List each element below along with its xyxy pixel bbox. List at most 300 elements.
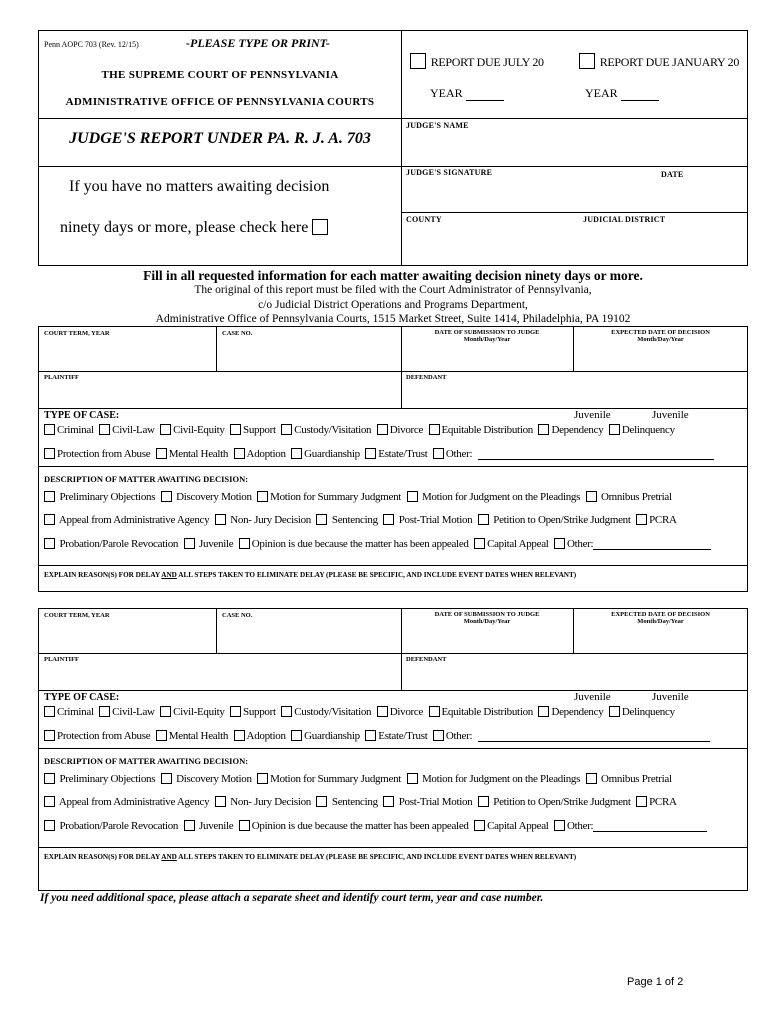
option-label: Guardianship <box>304 448 360 460</box>
checkbox[interactable] <box>156 448 167 459</box>
case1-type-civil-law[interactable] <box>99 424 155 436</box>
checkbox[interactable] <box>44 424 55 435</box>
option-label: Criminal <box>57 706 94 718</box>
option-label: Appeal from Administrative Agency <box>58 514 210 526</box>
checkbox[interactable] <box>609 424 620 435</box>
no-matters-checkbox[interactable] <box>312 219 328 235</box>
case1-explain-field[interactable] <box>44 583 742 589</box>
option-label: Post-Trial Motion <box>398 796 473 808</box>
checkbox[interactable] <box>230 706 241 717</box>
case2-expected-date-format: Month/Day/Year <box>637 618 684 625</box>
case1-explain-and: AND <box>161 571 177 579</box>
case2-court-term-label: COURT TERM, YEAR <box>44 612 110 619</box>
option-label: Dependency <box>551 706 604 718</box>
case1-type-other-field[interactable] <box>478 448 714 460</box>
case1-defendant-field[interactable] <box>406 386 742 404</box>
case2-type-civil-equity[interactable] <box>160 706 224 718</box>
case2-case-types-row1 <box>44 706 678 718</box>
checkbox[interactable] <box>281 424 292 435</box>
header-right-divider-2 <box>401 166 748 167</box>
report-january-option <box>579 53 739 70</box>
option-label: Estate/Trust <box>378 730 428 742</box>
case2-desc-sentencing[interactable] <box>316 796 377 808</box>
option-label: Mental Health <box>168 730 229 742</box>
case1-desc-preliminary-objections[interactable] <box>44 491 155 503</box>
no-matters-line2 <box>60 219 330 237</box>
checkbox[interactable] <box>184 538 195 549</box>
case2-desc-discovery-motion[interactable] <box>161 773 252 785</box>
header-right-divider-3 <box>401 212 748 213</box>
checkbox[interactable] <box>44 538 55 549</box>
judges-signature-label: JUDGE'S SIGNATURE <box>406 168 493 177</box>
option-label: Protection from Abuse <box>57 730 151 742</box>
case2-explain-and: AND <box>161 853 177 861</box>
year-january <box>585 86 659 101</box>
case1-court-term-field[interactable] <box>44 345 210 367</box>
case2-desc-juvenile[interactable] <box>184 820 234 832</box>
case2-desc-omnibus-pretrial[interactable] <box>586 773 672 785</box>
checkbox[interactable] <box>160 706 171 717</box>
case2-type-equitable-distribution[interactable] <box>429 706 533 718</box>
no-matters-line2-text: ninety days or more, please check here <box>60 219 309 236</box>
case1-desc-row1 <box>44 491 675 503</box>
option-label: Custody/Visitation <box>294 424 372 436</box>
date-field[interactable] <box>661 183 741 207</box>
case2-type-protection-from-abuse[interactable] <box>44 730 150 742</box>
option-label: Estate/Trust <box>378 448 428 460</box>
instructions-line1: The original of this report must be filed with the Court Administrator of Pennsylvania, <box>194 284 592 296</box>
case2-desc-preliminary-objections[interactable] <box>44 773 155 785</box>
case2-explain-pre: EXPLAIN REASON(S) FOR DELAY <box>44 853 162 861</box>
case2-desc-non-jury-decision[interactable] <box>215 796 311 808</box>
case2-desc-summary-judgment[interactable] <box>257 773 401 785</box>
checkbox[interactable] <box>474 538 485 549</box>
option-label: Capital Appeal <box>487 820 549 832</box>
header-right-divider-1 <box>401 118 748 119</box>
case2-desc-capital-appeal[interactable] <box>474 820 548 832</box>
option-label: Delinquency <box>621 706 675 718</box>
case1-desc-omnibus-pretrial[interactable] <box>586 491 672 503</box>
instructions-line2: c/o Judicial District Operations and Programs Department, <box>258 299 528 311</box>
year-july-label: YEAR <box>430 86 463 100</box>
case1-case-types-row1 <box>44 424 678 436</box>
option-label: Post-Trial Motion <box>398 514 473 526</box>
option-label: Preliminary Objections <box>59 491 156 503</box>
case1-type-dependency[interactable] <box>538 424 603 436</box>
checkbox[interactable] <box>44 730 55 741</box>
case2-type-estate-trust[interactable] <box>365 730 427 742</box>
case2-vline-1 <box>216 608 217 653</box>
option-label: Discovery Motion <box>176 773 252 785</box>
case2-plaintiff-field[interactable] <box>44 668 396 686</box>
checkbox[interactable] <box>184 820 195 831</box>
case1-plaintiff-field[interactable] <box>44 386 396 404</box>
case2-defendant-field[interactable] <box>406 668 742 686</box>
case1-desc-judgment-pleadings[interactable] <box>407 491 581 503</box>
case1-desc-non-jury-decision[interactable] <box>215 514 311 526</box>
case2-explain-field[interactable] <box>44 866 742 886</box>
report-july-option <box>410 53 544 70</box>
case1-date-submission-label <box>401 329 573 343</box>
case1-divider-d <box>38 565 748 566</box>
case2-type-civil-law[interactable] <box>99 706 155 718</box>
case1-type-guardianship[interactable] <box>291 448 360 460</box>
case2-type-dependency[interactable] <box>538 706 603 718</box>
option-label: Equitable Distribution <box>441 706 533 718</box>
option-label: Opinion is due because the matter has been appealed <box>251 538 469 550</box>
case2-desc-probation-revocation[interactable] <box>44 820 178 832</box>
case2-desc-row2 <box>44 796 680 808</box>
checkbox[interactable] <box>433 448 444 459</box>
case1-type-estate-trust[interactable] <box>365 448 427 460</box>
checkbox[interactable] <box>365 448 376 459</box>
case2-desc-row1 <box>44 773 675 785</box>
case2-juvenile-label-1: Juvenile <box>574 691 611 703</box>
case2-case-types-row2 <box>44 730 710 742</box>
case2-desc-opinion-due[interactable] <box>239 820 469 832</box>
case1-desc-post-trial-motion[interactable] <box>383 514 472 526</box>
case1-type-equitable-distribution[interactable] <box>429 424 533 436</box>
checkbox[interactable] <box>230 424 241 435</box>
option-label: Criminal <box>57 424 94 436</box>
checkbox[interactable] <box>257 773 268 784</box>
case1-desc-other-field[interactable] <box>593 538 711 550</box>
case2-divider-d <box>38 847 748 848</box>
report-july-checkbox[interactable] <box>410 53 426 69</box>
option-label: Other: <box>567 538 594 550</box>
no-matters-line1: If you have no matters awaiting decision <box>69 178 330 195</box>
case1-explain-pre: EXPLAIN REASON(S) FOR DELAY <box>44 571 162 579</box>
case2-court-term-field[interactable] <box>44 627 210 649</box>
case1-type-criminal[interactable] <box>44 424 94 436</box>
case1-description-label: DESCRIPTION OF MATTER AWAITING DECISION: <box>44 474 249 484</box>
checkbox[interactable] <box>291 448 302 459</box>
checkbox[interactable] <box>257 491 268 502</box>
case2-expected-date-text: EXPECTED DATE OF DECISION <box>611 611 710 618</box>
option-label: PCRA <box>649 796 677 808</box>
case1-type-civil-equity[interactable] <box>160 424 224 436</box>
checkbox[interactable] <box>99 424 110 435</box>
report-january-label: REPORT DUE JANUARY 20 <box>599 55 740 69</box>
option-label: Adoption <box>246 448 286 460</box>
case1-juvenile-label-2: Juvenile <box>652 409 689 421</box>
case1-divider-a <box>38 371 748 372</box>
case2-desc-other[interactable] <box>554 820 593 832</box>
option-label: Non- Jury Decision <box>230 796 311 808</box>
case1-desc-summary-judgment[interactable] <box>257 491 401 503</box>
option-label: Divorce <box>389 706 424 718</box>
checkbox[interactable] <box>609 706 620 717</box>
checkbox[interactable] <box>474 820 485 831</box>
case1-desc-discovery-motion[interactable] <box>161 491 252 503</box>
case2-expected-date-label <box>573 611 748 625</box>
option-label: Guardianship <box>304 730 360 742</box>
checkbox[interactable] <box>407 491 418 502</box>
case2-date-submission-label <box>401 611 573 625</box>
judges-name-label: JUDGE'S NAME <box>406 121 469 130</box>
option-label: Juvenile <box>199 820 234 832</box>
year-january-field[interactable] <box>621 88 659 101</box>
checkbox[interactable] <box>538 424 549 435</box>
case1-explain-label <box>44 571 576 579</box>
case2-desc-pcra[interactable] <box>636 796 677 808</box>
case2-description-label: DESCRIPTION OF MATTER AWAITING DECISION: <box>44 756 249 766</box>
case2-type-other[interactable] <box>433 730 472 742</box>
option-label: Civil-Equity <box>173 424 225 436</box>
checkbox[interactable] <box>636 514 647 525</box>
option-label: Juvenile <box>199 538 234 550</box>
option-label: Motion for Judgment on the Pleadings <box>421 491 581 503</box>
case2-date-submission-field[interactable] <box>406 632 568 650</box>
case2-desc-appeal-admin-agency[interactable] <box>44 796 209 808</box>
case2-desc-petition-open-strike[interactable] <box>478 796 631 808</box>
case1-desc-opinion-due[interactable] <box>239 538 469 550</box>
checkbox[interactable] <box>281 706 292 717</box>
case2-desc-post-trial-motion[interactable] <box>383 796 472 808</box>
checkbox[interactable] <box>383 514 394 525</box>
checkbox[interactable] <box>156 730 167 741</box>
option-label: Probation/Parole Revocation <box>59 538 179 550</box>
option-label: Discovery Motion <box>176 491 252 503</box>
case2-expected-date-field[interactable] <box>578 632 743 650</box>
checkbox[interactable] <box>554 538 565 549</box>
option-label: Capital Appeal <box>487 538 549 550</box>
checkbox[interactable] <box>554 820 565 831</box>
checkbox[interactable] <box>316 514 327 525</box>
page-number: Page 1 of 2 <box>627 976 684 988</box>
case1-plaintiff-label: PLAINTIFF <box>44 374 80 381</box>
option-label: Preliminary Objections <box>59 773 156 785</box>
checkbox[interactable] <box>433 730 444 741</box>
case1-expected-date-label <box>573 329 748 343</box>
option-label: Protection from Abuse <box>57 448 151 460</box>
case1-type-divorce[interactable] <box>377 424 423 436</box>
option-label: Other: <box>445 448 473 460</box>
case2-type-support[interactable] <box>230 706 276 718</box>
additional-space-note: If you need additional space, please attach a separate sheet and identify court term, year and case number. <box>40 892 544 904</box>
checkbox[interactable] <box>44 491 55 502</box>
checkbox[interactable] <box>586 491 597 502</box>
option-label: Other: <box>567 820 594 832</box>
case1-explain-post: ALL STEPS TAKEN TO ELIMINATE DELAY (PLEASE BE SPECIFIC, AND INCLUDE EVENT DATES WHEN RELEVANT) <box>176 571 577 579</box>
case2-type-delinquency[interactable] <box>609 706 675 718</box>
case1-desc-capital-appeal[interactable] <box>474 538 548 550</box>
option-label: Omnibus Pretrial <box>601 773 672 785</box>
case1-desc-row3 <box>44 538 711 550</box>
checkbox[interactable] <box>161 491 172 502</box>
case1-case-no-field[interactable] <box>222 345 396 367</box>
case1-desc-appeal-admin-agency[interactable] <box>44 514 209 526</box>
case2-type-guardianship[interactable] <box>291 730 360 742</box>
option-label: Custody/Visitation <box>294 706 372 718</box>
case2-case-no-field[interactable] <box>222 627 396 649</box>
option-label: Motion for Summary Judgment <box>270 491 402 503</box>
case1-desc-sentencing[interactable] <box>316 514 377 526</box>
checkbox[interactable] <box>99 706 110 717</box>
checkbox[interactable] <box>478 514 489 525</box>
checkbox[interactable] <box>429 424 440 435</box>
case1-type-mental-health[interactable] <box>156 448 228 460</box>
case2-date-submission-text: DATE OF SUBMISSION TO JUDGE <box>434 611 540 618</box>
case1-type-custody[interactable] <box>281 424 371 436</box>
checkbox[interactable] <box>234 448 245 459</box>
case1-desc-row2 <box>44 514 680 526</box>
checkbox[interactable] <box>377 706 388 717</box>
checkbox[interactable] <box>383 796 394 807</box>
case1-type-of-case-label: TYPE OF CASE: <box>44 410 120 421</box>
checkbox[interactable] <box>44 796 55 807</box>
case1-court-term-label: COURT TERM, YEAR <box>44 330 110 337</box>
checkbox[interactable] <box>239 820 250 831</box>
case1-type-other[interactable] <box>433 448 472 460</box>
option-label: Motion for Summary Judgment <box>270 773 402 785</box>
checkbox[interactable] <box>377 424 388 435</box>
checkbox[interactable] <box>586 773 597 784</box>
case1-expected-date-field[interactable] <box>578 350 743 368</box>
case1-desc-probation-revocation[interactable] <box>44 538 178 550</box>
case1-case-no-label: CASE NO. <box>222 330 253 337</box>
option-label: PCRA <box>649 514 677 526</box>
judicial-district-field[interactable] <box>583 230 741 258</box>
case1-expected-date-text: EXPECTED DATE OF DECISION <box>611 329 710 336</box>
case2-plaintiff-label: PLAINTIFF <box>44 656 80 663</box>
checkbox[interactable] <box>161 773 172 784</box>
court-name: THE SUPREME COURT OF PENNSYLVANIA <box>101 69 339 81</box>
case1-date-submission-text: DATE OF SUBMISSION TO JUDGE <box>434 329 540 336</box>
case2-case-no-label: CASE NO. <box>222 612 253 619</box>
checkbox[interactable] <box>44 706 55 717</box>
case2-divider-b <box>38 690 748 691</box>
option-label: Sentencing <box>331 796 378 808</box>
case2-desc-row3 <box>44 820 707 832</box>
year-july-field[interactable] <box>466 88 504 101</box>
option-label: Other: <box>445 730 473 742</box>
case1-desc-petition-open-strike[interactable] <box>478 514 631 526</box>
case2-defendant-label: DEFENDANT <box>406 656 447 663</box>
checkbox[interactable] <box>407 773 418 784</box>
checkbox[interactable] <box>215 796 226 807</box>
option-label: Support <box>243 424 276 436</box>
case2-type-adoption[interactable] <box>234 730 286 742</box>
option-label: Petition to Open/Strike Judgment <box>493 796 631 808</box>
case1-type-adoption[interactable] <box>234 448 286 460</box>
case1-desc-other[interactable] <box>554 538 593 550</box>
report-july-label: REPORT DUE JULY 20 <box>430 55 544 69</box>
office-name: ADMINISTRATIVE OFFICE OF PENNSYLVANIA COURTS <box>65 96 375 108</box>
option-label: Mental Health <box>168 448 229 460</box>
year-july <box>430 86 504 101</box>
option-label: Equitable Distribution <box>441 424 533 436</box>
option-label: Civil-Law <box>112 424 155 436</box>
option-label: Opinion is due because the matter has been appealed <box>251 820 469 832</box>
checkbox[interactable] <box>44 773 55 784</box>
type-or-print-instruction: -PLEASE TYPE OR PRINT- <box>186 36 330 50</box>
case1-juvenile-label-1: Juvenile <box>574 409 611 421</box>
checkbox[interactable] <box>365 730 376 741</box>
checkbox[interactable] <box>239 538 250 549</box>
form-title: JUDGE'S REPORT UNDER PA. R. J. A. 703 <box>69 130 371 147</box>
case2-type-custody[interactable] <box>281 706 371 718</box>
case1-divider-b <box>38 408 748 409</box>
case2-explain-label <box>44 853 576 861</box>
checkbox[interactable] <box>160 424 171 435</box>
case1-type-delinquency[interactable] <box>609 424 675 436</box>
option-label: Motion for Judgment on the Pleadings <box>421 773 581 785</box>
option-label: Sentencing <box>331 514 378 526</box>
case2-desc-other-field[interactable] <box>593 820 707 832</box>
checkbox[interactable] <box>215 514 226 525</box>
checkbox[interactable] <box>636 796 647 807</box>
case2-type-mental-health[interactable] <box>156 730 228 742</box>
case1-defendant-label: DEFENDANT <box>406 374 447 381</box>
case2-type-other-field[interactable] <box>478 730 710 742</box>
report-january-checkbox[interactable] <box>579 53 595 69</box>
checkbox[interactable] <box>538 706 549 717</box>
checkbox[interactable] <box>44 820 55 831</box>
case2-desc-judgment-pleadings[interactable] <box>407 773 581 785</box>
case1-desc-pcra[interactable] <box>636 514 677 526</box>
case1-date-submission-format: Month/Day/Year <box>463 336 511 343</box>
option-label: Probation/Parole Revocation <box>59 820 179 832</box>
judges-name-field[interactable] <box>406 136 742 160</box>
case2-type-of-case-label: TYPE OF CASE: <box>44 692 120 703</box>
case1-case-types-row2 <box>44 448 714 460</box>
checkbox[interactable] <box>234 730 245 741</box>
option-label: Civil-Equity <box>173 706 225 718</box>
option-label: Adoption <box>246 730 286 742</box>
option-label: Dependency <box>551 424 604 436</box>
case2-type-criminal[interactable] <box>44 706 94 718</box>
checkbox[interactable] <box>478 796 489 807</box>
case1-divider-c <box>38 466 748 467</box>
case1-vline-1 <box>216 326 217 371</box>
year-january-label: YEAR <box>585 86 618 100</box>
case2-divider-a <box>38 653 748 654</box>
instructions-heading: Fill in all requested information for each matter awaiting decision ninety days or more. <box>143 268 643 283</box>
form-id: Penn AOPC 703 (Rev. 12/15) <box>44 40 139 49</box>
case1-date-submission-field[interactable] <box>406 350 568 368</box>
county-label: COUNTY <box>406 215 442 224</box>
case1-desc-juvenile[interactable] <box>184 538 234 550</box>
date-label: DATE <box>661 170 684 179</box>
option-label: Divorce <box>389 424 424 436</box>
case2-box <box>38 608 748 891</box>
county-field[interactable] <box>406 230 576 258</box>
case1-type-support[interactable] <box>230 424 276 436</box>
checkbox[interactable] <box>291 730 302 741</box>
option-label: Omnibus Pretrial <box>601 491 672 503</box>
judges-signature-field[interactable] <box>406 183 656 207</box>
case2-type-divorce[interactable] <box>377 706 423 718</box>
checkbox[interactable] <box>44 448 55 459</box>
option-label: Civil-Law <box>112 706 155 718</box>
case1-type-protection-from-abuse[interactable] <box>44 448 150 460</box>
case1-expected-date-format: Month/Day/Year <box>637 336 684 343</box>
instructions-line3: Administrative Office of Pennsylvania Courts, 1515 Market Street, Suite 1414, Philadelphia, PA 19102 <box>155 313 631 325</box>
option-label: Petition to Open/Strike Judgment <box>493 514 631 526</box>
case2-explain-post: ALL STEPS TAKEN TO ELIMINATE DELAY (PLEASE BE SPECIFIC, AND INCLUDE EVENT DATES WHEN RELEVANT) <box>176 853 577 861</box>
case2-date-submission-format: Month/Day/Year <box>463 618 511 625</box>
option-label: Support <box>243 706 276 718</box>
judicial-district-label: JUDICIAL DISTRICT <box>583 215 666 224</box>
option-label: Appeal from Administrative Agency <box>58 796 210 808</box>
case2-juvenile-label-2: Juvenile <box>652 691 689 703</box>
checkbox[interactable] <box>44 514 55 525</box>
header-left-divider-1 <box>38 118 402 119</box>
checkbox[interactable] <box>429 706 440 717</box>
checkbox[interactable] <box>316 796 327 807</box>
case2-divider-c <box>38 748 748 749</box>
